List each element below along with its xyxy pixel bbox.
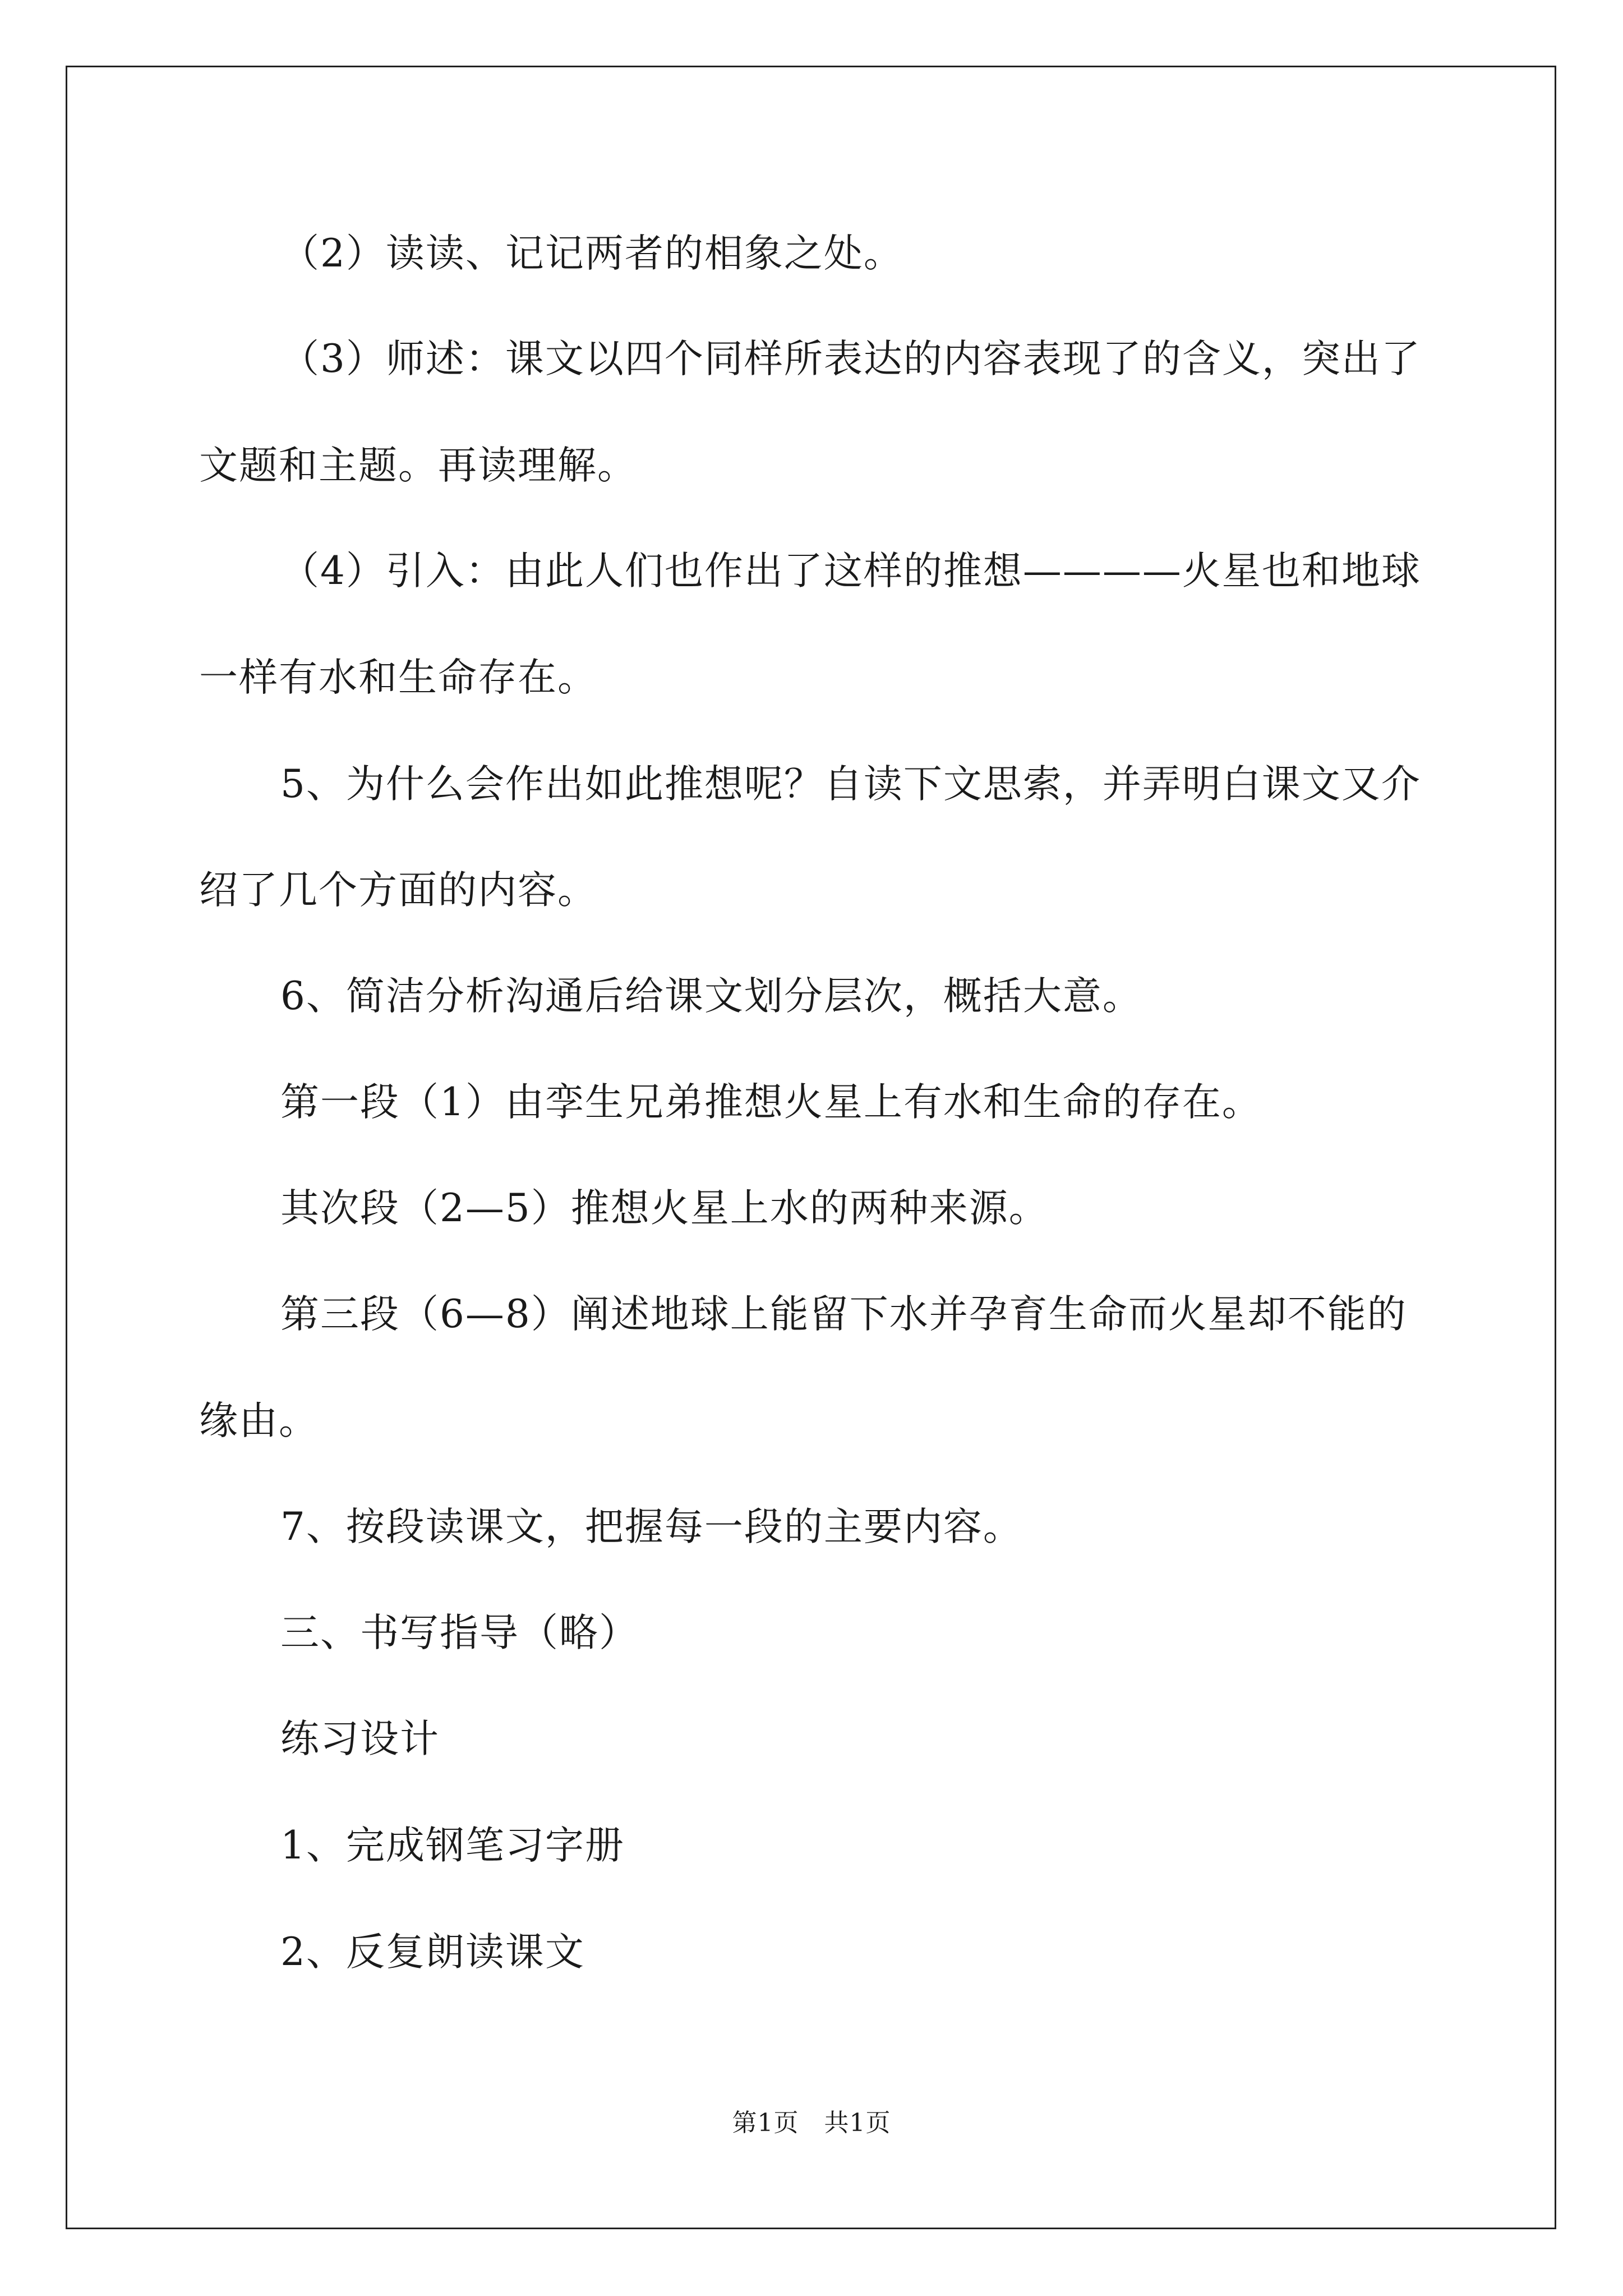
paragraph-line: 7、按段读课文，把握每一段的主要内容。 (280, 1504, 1023, 1549)
page-border (66, 66, 1556, 2229)
paragraph-line: 5、为什么会作出如此推想呢？自读下文思索，并弄明白课文又介 (280, 762, 1421, 807)
paragraph-line: 第一段（1）由孪生兄弟推想火星上有水和生命的存在。 (280, 1080, 1262, 1125)
page-number-footer: 第1页 共1页 (732, 2109, 891, 2137)
section-heading: 三、书写指导（略） (280, 1611, 639, 1655)
section-heading: 练习设计 (280, 1717, 440, 1761)
paragraph-line: 其次段（2—5）推想火星上水的两种来源。 (280, 1186, 1049, 1231)
paragraph-line: 文题和主题。再读理解。 (199, 443, 637, 488)
paragraph-line: 一样有水和生命存在。 (199, 655, 597, 700)
paragraph-line: 6、简洁分析沟通后给课文划分层次，概括大意。 (280, 974, 1142, 1019)
paragraph-line: 第三段（6—8）阐述地球上能留下水并孕育生命而火星却不能的 (280, 1292, 1407, 1337)
list-item: 1、完成钢笔习字册 (280, 1823, 625, 1868)
paragraph-line: 缘由。 (199, 1398, 319, 1443)
paragraph-line: （3）师述：课文以四个同样所表达的内容表现了的含义，突出了 (280, 337, 1421, 381)
paragraph-line: （2）读读、记记两者的相象之处。 (280, 231, 903, 276)
paragraph-line: 绍了几个方面的内容。 (199, 868, 597, 913)
list-item: 2、反复朗读课文 (280, 1930, 585, 1975)
paragraph-line: （4）引入：由此人们也作出了这样的推想————火星也和地球 (280, 549, 1421, 593)
